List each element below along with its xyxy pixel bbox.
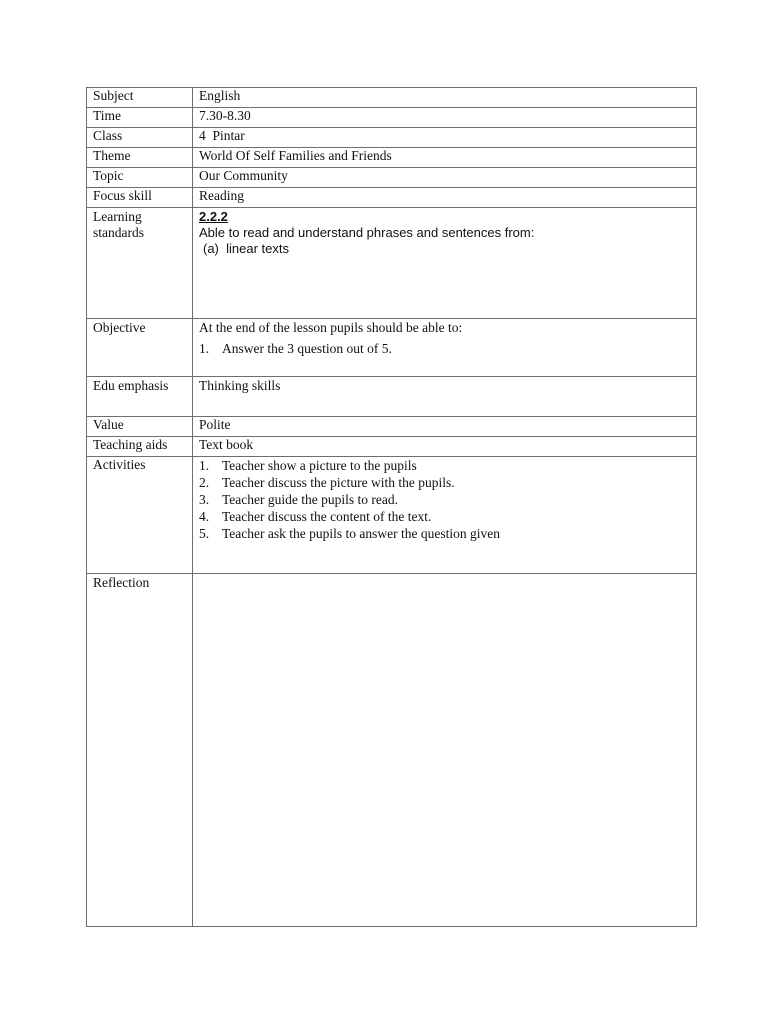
- row-learning-standards: [87, 208, 697, 319]
- objective-list: [199, 340, 690, 357]
- list-item-number: 5.: [199, 526, 210, 541]
- subject-value: English: [193, 88, 697, 108]
- learning-standards-label-line2: standards: [93, 225, 144, 240]
- row-value: [87, 417, 697, 437]
- list-item-number: 3.: [199, 492, 210, 507]
- row-subject: [87, 88, 697, 108]
- learning-standard-subitem: [199, 241, 690, 257]
- objective-label: Objective: [87, 319, 193, 377]
- reflection-label: Reflection: [87, 574, 193, 927]
- value-value: Polite: [193, 417, 697, 437]
- list-item-number: 4.: [199, 509, 210, 524]
- topic-value: Our Community: [193, 168, 697, 188]
- teaching-aids-label: Teaching aids: [87, 437, 193, 457]
- topic-label: Topic: [87, 168, 193, 188]
- focus-skill-label: Focus skill: [87, 188, 193, 208]
- theme-label: Theme: [87, 148, 193, 168]
- list-item-text: Teacher guide the pupils to read.: [222, 492, 398, 507]
- row-edu-emphasis: [87, 377, 697, 417]
- objective-value: [193, 319, 697, 377]
- list-item-text: Teacher ask the pupils to answer the question given: [222, 526, 500, 541]
- value-label: Value: [87, 417, 193, 437]
- list-item-number: 1.: [199, 458, 210, 473]
- lesson-plan-table: [86, 87, 697, 927]
- class-label: Class: [87, 128, 193, 148]
- row-focus-skill: [87, 188, 697, 208]
- list-item-text: Teacher discuss the picture with the pupils.: [222, 475, 455, 490]
- list-item-text: Teacher show a picture to the pupils: [222, 458, 417, 473]
- list-item-text: Answer the 3 question out of 5.: [222, 341, 392, 356]
- row-topic: [87, 168, 697, 188]
- row-reflection: [87, 574, 697, 927]
- time-label: Time: [87, 108, 193, 128]
- list-item-text: Teacher discuss the content of the text.: [222, 509, 432, 524]
- edu-emphasis-value: Thinking skills: [193, 377, 697, 417]
- teaching-aids-value: Text book: [193, 437, 697, 457]
- row-teaching-aids: [87, 437, 697, 457]
- subject-label: Subject: [87, 88, 193, 108]
- row-class: [87, 128, 697, 148]
- list-item: [199, 508, 690, 525]
- list-item-number: 1.: [199, 341, 210, 356]
- learning-standard-text: Able to read and understand phrases and sentences from:: [199, 225, 535, 240]
- focus-skill-value: Reading: [193, 188, 697, 208]
- row-objective: [87, 319, 697, 377]
- list-item: [199, 525, 690, 542]
- row-activities: [87, 457, 697, 574]
- list-item: [199, 474, 690, 491]
- learning-standard-code: 2.2.2: [199, 209, 228, 224]
- reflection-value: [193, 574, 697, 927]
- theme-value: World Of Self Families and Friends: [193, 148, 697, 168]
- learning-standards-label-line1: Learning: [93, 209, 142, 224]
- time-value: 7.30-8.30: [193, 108, 697, 128]
- activities-value: [193, 457, 697, 574]
- row-time: [87, 108, 697, 128]
- learning-standards-label: [87, 208, 193, 319]
- objective-intro: At the end of the lesson pupils should be able to:: [199, 320, 463, 335]
- learning-standard-subitem-text: (a) linear texts: [203, 241, 289, 256]
- learning-standards-value: [193, 208, 697, 319]
- edu-emphasis-label: Edu emphasis: [87, 377, 193, 417]
- activities-label: Activities: [87, 457, 193, 574]
- class-value-text: 4 Pintar: [199, 128, 245, 143]
- list-item: [199, 340, 690, 357]
- activities-list: [199, 457, 690, 542]
- list-item: [199, 457, 690, 474]
- list-item: [199, 491, 690, 508]
- class-value: [193, 128, 697, 148]
- row-theme: [87, 148, 697, 168]
- list-item-number: 2.: [199, 475, 210, 490]
